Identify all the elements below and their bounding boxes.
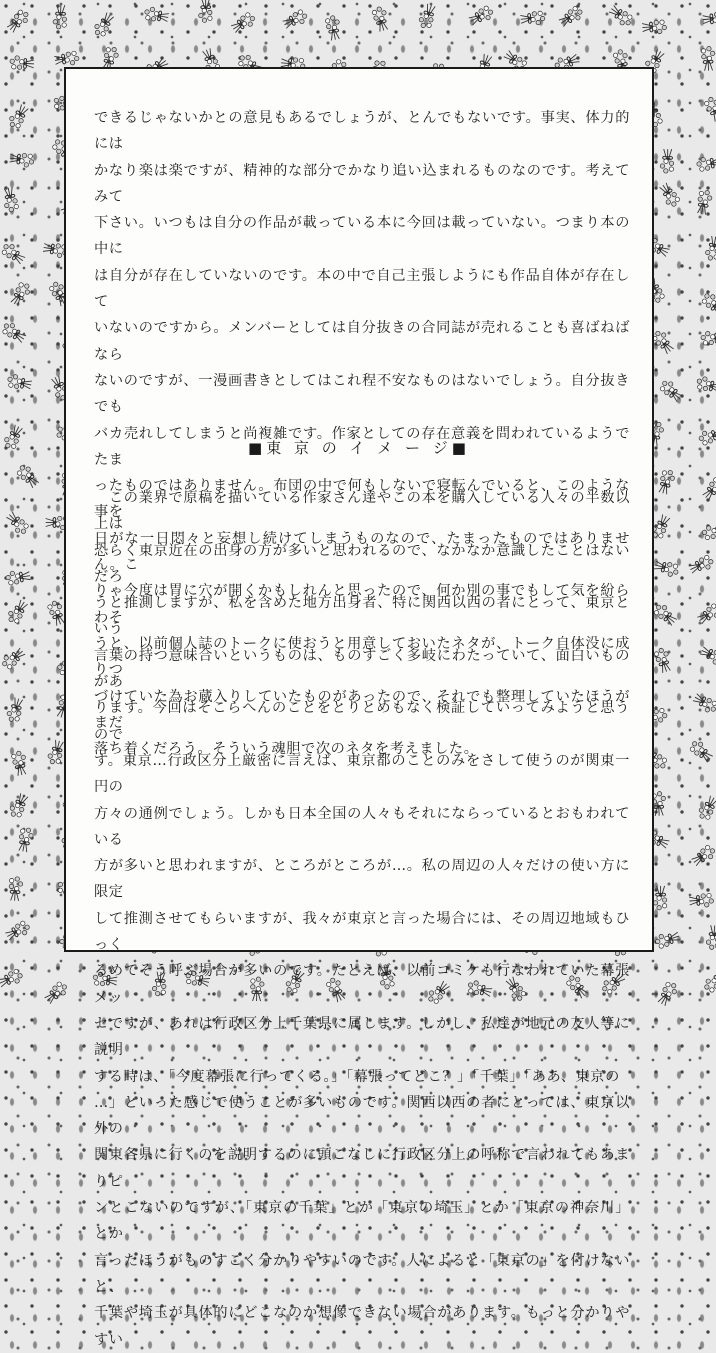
bouquet-icon	[695, 189, 713, 215]
bouquet-icon	[657, 468, 676, 495]
bouquet-icon	[5, 8, 31, 35]
paragraph-continued: できるじゃないかとの意見もあるでしょうが、とんでもないです。事実、体力的には かなり楽は楽ですが、精神的な部分でかなり追い込まれるものなのです。考えてみて 下さい。いつもは自分の作品が載っている本に今回は載っていない。つまり本の中に は自分が存在していないのです。本の中で自己主張しようにも作品自体が存在して いないのですから。メンバーとしては自分抜きの合同誌が売れることも喜ばねばなら ないのですが、一漫画書きとしてはこれ程不安なものはないでしょう。自分抜きでも バカ売れしてしまうと尚複雑です。作家としての存在意義を問われているようでたま ったものではありません。布団の中で何もしないで寝転んでいると、このような事を 日がな一日悶々と妄想し続けてしまうものなので、たまったものではありません。こ りゃ今度は胃に穴が開くかもしれんと思ったので、何か別の事でもして気を紛らわそ うと、以前個人誌のトークに使おうと用意しておいたネタが、トーク自体没に成りつ づけていた為お蔵入りしていたものがあったので、それでも整理していたほうがまだ 落ち着くだろう。そういう魂胆で次のネタを考えました。	[94, 105, 630, 762]
bouquet-icon	[652, 602, 679, 628]
bouquet-icon	[198, 0, 212, 23]
bouquet-icon	[701, 46, 716, 71]
bouquet-icon	[691, 692, 716, 715]
bouquet-icon	[688, 554, 715, 576]
text-frame	[64, 67, 654, 952]
bouquet-icon	[653, 886, 666, 910]
bouquet-icon	[697, 425, 716, 446]
bouquet-icon	[660, 149, 674, 173]
bouquet-icon	[5, 569, 31, 586]
bouquet-icon	[696, 602, 716, 627]
bouquet-icon	[15, 463, 41, 490]
bouquet-icon	[696, 794, 716, 821]
bouquet-icon	[558, 5, 585, 30]
bouquet-icon	[7, 792, 30, 819]
bouquet-icon	[2, 423, 25, 450]
bouquet-icon	[651, 328, 677, 355]
bouquet-icon	[520, 11, 545, 27]
bouquet-icon	[10, 55, 35, 70]
bouquet-icon	[653, 559, 680, 578]
bouquet-icon	[701, 475, 716, 502]
bouquet-icon	[657, 182, 682, 209]
bouquet-icon	[689, 893, 714, 908]
bouquet-icon	[230, 11, 257, 35]
bouquet-icon	[700, 290, 716, 316]
bouquet-icon	[143, 6, 169, 24]
bouquet-icon	[371, 5, 390, 32]
bouquet-icon	[325, 15, 343, 41]
bouquet-icon	[54, 51, 80, 68]
bouquet-icon	[701, 523, 716, 540]
bouquet-icon	[0, 646, 27, 672]
bouquet-icon	[0, 241, 27, 266]
bouquet-icon	[17, 827, 35, 853]
bouquet-icon	[704, 235, 716, 261]
bouquet-icon	[703, 95, 716, 122]
bouquet-icon	[417, 3, 437, 30]
bouquet-icon	[9, 152, 34, 168]
section-heading: ■東 京 の イ メ ー ジ■	[66, 437, 652, 458]
bouquet-icon	[468, 4, 495, 27]
bouquet-icon	[701, 330, 716, 345]
bouquet-icon	[688, 738, 715, 764]
bouquet-icon	[6, 373, 32, 391]
bouquet-icon	[9, 280, 33, 307]
bouquet-icon	[642, 20, 667, 35]
bouquet-icon	[1, 187, 19, 213]
bouquet-icon	[699, 645, 716, 667]
bouquet-icon	[4, 510, 30, 537]
bouquet-icon	[43, 980, 70, 1006]
bouquet-icon	[5, 697, 24, 724]
bouquet-icon	[8, 876, 23, 901]
bouquet-icon	[654, 929, 681, 949]
bouquet-icon	[6, 103, 30, 130]
bouquet-icon	[5, 598, 29, 625]
paragraph-body: この業界で原稿を描いている作家さん達やこの本を購入している人々の半数以上は 恐らく東京近在の出身の方が多いと思われるので、なかなか意識したことはないだろ うと推測しますが、私を含めた地方出身者、特に関西以西の者にとって、東京という 言葉の持つ意味合いというものは、ものすごく多岐にわたっていて、面白いものがあ ります。今回はそこらへんのことをとりとめもなく検証していってみようと思うので す。東京…行政区分上厳密に言えば、東京都のことのみをさして使うのが関東一円の 方々の通例でしょう。しかも日本全国の人々もそれにならっているとおもわれている 方が多いと思われますが、ところがところが…。私の周辺の人々だけの使い方に限定 して推測させてもらいますが、我々が東京と言った場合には、その周辺地域もひっく るめてそう呼ぶ場合が多いのです。たとえば、以前コミケも行なわれていた幕張メッ セですが、あれは行政区分上千葉県に属します。しかし、私達が地元の友人等に説明 する時は、「今度幕張に行ってくる。」「幕張ってどこ？」「千葉」「ああ、東京の …」といった感じで使うことが多いものです。関西以西の者にとっては、東京以外の 関東各県に行くのを説明するのに頭ごなしに行政区分上の呼称で言われてもあまりピ ンとこないのですが、「東京の千葉」とか「東京の埼玉」とか「東京の神奈川」とか 言ったほうがものすごく分かりやすいのです。人によると「東京の」を付けないと、 千葉や埼玉が具体的にどこなのか想像できない場合があります。もっと分かりやすい	[94, 485, 630, 1353]
bouquet-icon	[695, 375, 716, 394]
bouquet-icon	[690, 843, 716, 868]
bouquet-icon	[658, 378, 685, 404]
bouquet-icon	[702, 11, 716, 26]
bouquet-icon	[91, 11, 115, 38]
bouquet-icon	[607, 4, 634, 29]
bouquet-icon	[653, 647, 673, 674]
bouquet-icon	[0, 320, 27, 344]
bouquet-icon	[696, 155, 716, 172]
bouquet-icon	[53, 5, 67, 29]
bouquet-icon	[701, 968, 716, 994]
bouquet-icon	[11, 750, 29, 776]
bouquet-icon	[46, 739, 65, 766]
bouquet-icon	[4, 919, 31, 942]
bouquet-icon	[282, 8, 309, 31]
bouquet-icon	[656, 980, 680, 1007]
bouquet-icon	[706, 925, 716, 950]
bouquet-icon	[0, 968, 24, 990]
